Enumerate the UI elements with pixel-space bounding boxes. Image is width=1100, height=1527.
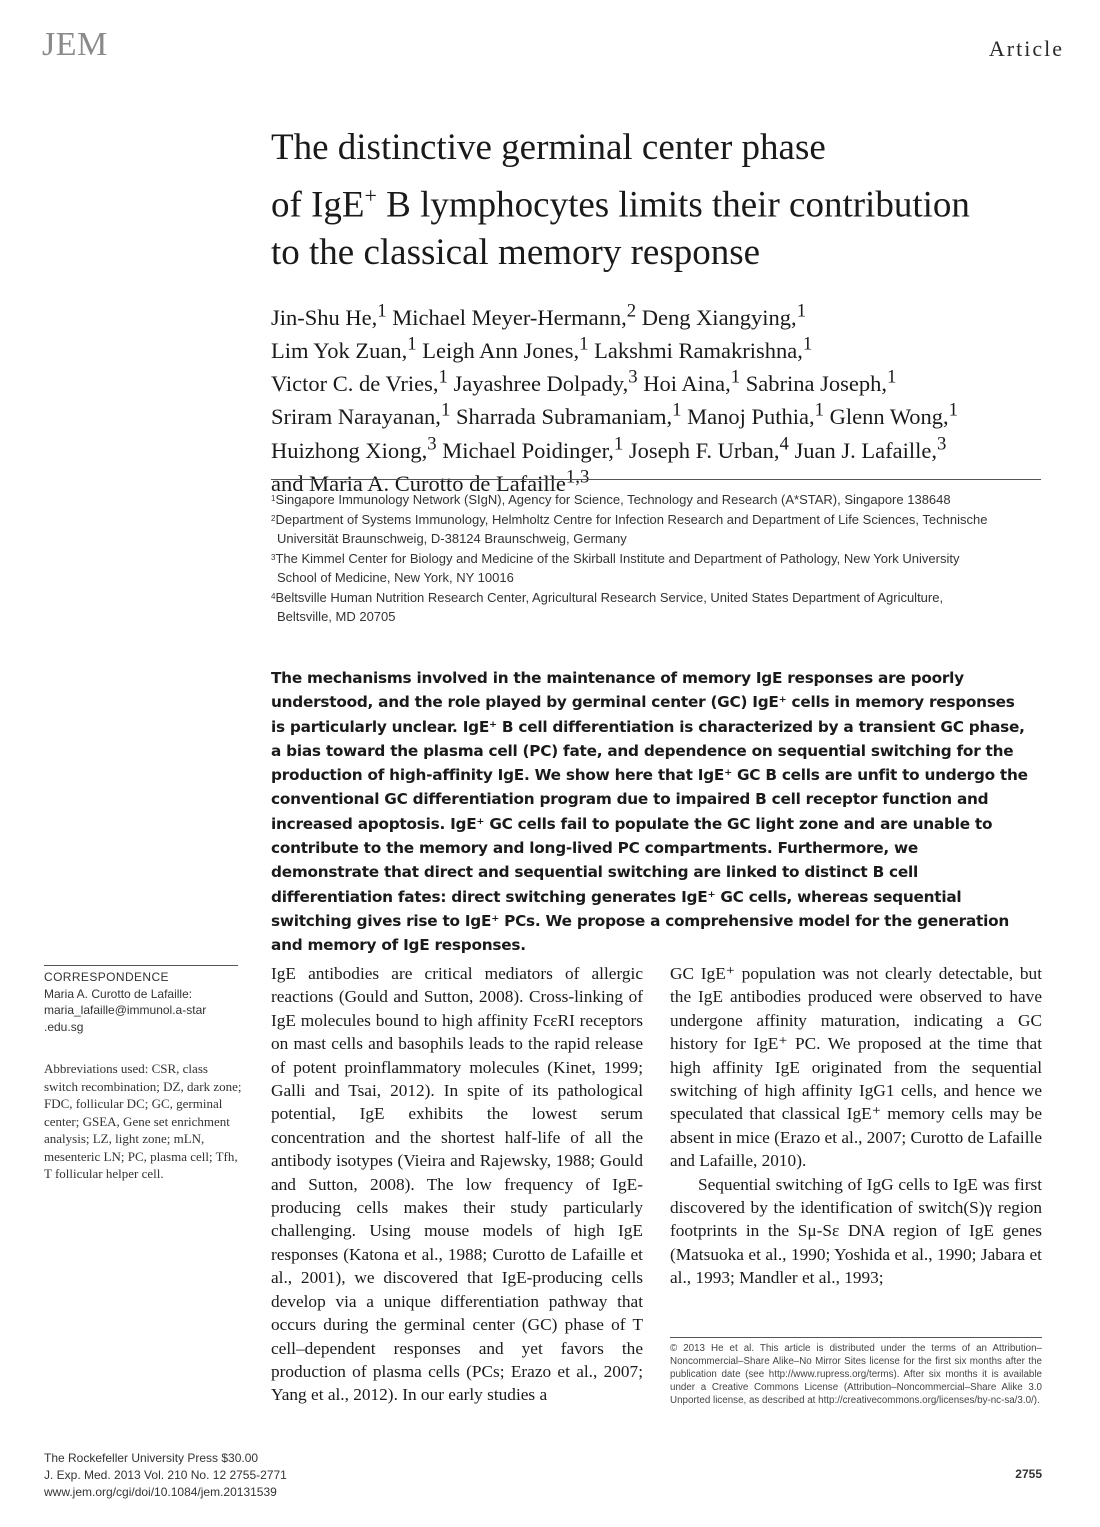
author: Deng Xiangying,$^1$ xyxy=(641,300,807,330)
footer-citation: J. Exp. Med. 2013 Vol. 210 No. 12 2755-2771 xyxy=(44,1468,287,1482)
title-line-3: to the classical memory response xyxy=(271,232,761,274)
author: Glenn Wong,$^1$ xyxy=(829,399,959,430)
author: Jin-Shu He,$^1$ xyxy=(271,300,387,330)
journal-logo: JEM xyxy=(42,26,108,63)
affiliation: $^4$Beltsville Human Nutrition Research Center, Agricultural Research Service, United States Department of Agriculture, Beltsville, MD 20705 xyxy=(271,589,944,624)
title-superscript: + xyxy=(364,183,377,208)
author-list xyxy=(271,298,1061,498)
affiliation: $^3$The Kimmel Center for Biology and Medicine of the Skirball Institute and Department of Pathology, New York University School of Medicine, New York, NY 10016 xyxy=(271,550,960,585)
author: Jayashree Dolpady,$^3$ xyxy=(453,366,638,397)
correspondence-email[interactable]: maria_lafaille@immunol.a-star .edu.sg xyxy=(44,1003,207,1034)
footer xyxy=(44,1450,444,1501)
article-title xyxy=(271,124,1061,277)
body-paragraph: Sequential switching of IgG cells to IgE was first discovered by the identification of switch(S)γ region footprints in the Sμ-Sε DNA region of IgE genes (Matsuoka et al., 1990; Yoshida et al., 1990; Jabara et al., 1993; Mandler et al., 1993; xyxy=(670,1174,1042,1288)
author: Sabrina Joseph,$^1$ xyxy=(745,366,897,397)
title-line-2-post: B lymphocytes limits their contribution xyxy=(376,184,970,226)
author: Manoj Puthia,$^1$ xyxy=(687,399,824,430)
abbreviations: Abbreviations used: CSR, class switch recombination; DZ, dark zone; FDC, follicular DC; GC, germinal center; GSEA, Gene set enrichment analysis; LZ, light zone; mLN, mesenteric LN; PC, plasma cell; Tfh, T follicular helper cell. xyxy=(44,1061,242,1181)
abstract: The mechanisms involved in the maintenance of memory IgE responses are poorly understood, and the role played by germinal center (GC) IgE⁺ cells in memory responses is particularly unclear. IgE⁺ B cell differentiation is characterized by a transient GC phase, a bias toward the plasma cell (PC) fate, and dependence on sequential switching for the production of high-affinity IgE. We show here that IgE⁺ GC B cells are unfit to undergo the conventional GC differentiation program due to impaired B cell receptor function and increased apoptosis. IgE⁺ GC cells fail to populate the GC light zone and are unable to contribute to the memory and long-lived PC compartments. Furthermore, we demonstrate that direct and sequential switching are linked to distinct B cell differentiation fates: direct switching generates IgE⁺ GC cells, whereas sequential switching gives rise to IgE⁺ PCs. We propose a comprehensive model for the generation and memory of IgE responses. xyxy=(271,669,1028,955)
author: Sriram Narayanan,$^1$ xyxy=(271,399,451,430)
body-column-left xyxy=(271,962,643,1407)
author: Victor C. de Vries,$^1$ xyxy=(271,366,448,397)
title-line-1: The distinctive germinal center phase xyxy=(271,127,826,168)
author: Lim Yok Zuan,$^1$ xyxy=(271,333,417,363)
author: Huizhong Xiong,$^3$ xyxy=(271,433,437,463)
author: and Maria A. Curotto de Lafaille$^{1,3}$ xyxy=(271,466,590,496)
affiliation: $^2$Department of Systems Immunology, Helmholtz Centre for Infection Research and Department of Life Sciences, Technische Universität Braunschweig, D-38124 Braunschweig, Germany xyxy=(271,511,988,546)
author: Juan J. Lafaille,$^3$ xyxy=(794,433,947,463)
author: Sharrada Subramaniam,$^1$ xyxy=(455,399,682,430)
author: Michael Meyer-Hermann,$^2$ xyxy=(392,300,637,330)
article-type: Article xyxy=(988,36,1064,61)
footer-doi-link[interactable]: www.jem.org/cgi/doi/10.1084/jem.20131539 xyxy=(44,1485,277,1499)
affiliation: $^1$Singapore Immunology Network (SIgN), Agency for Science, Technology and Research (A*STAR), Singapore 138648 xyxy=(271,492,951,507)
header-divider xyxy=(271,479,1041,480)
page-number: 2755 xyxy=(1015,1467,1042,1481)
correspondence-name: Maria A. Curotto de Lafaille: xyxy=(44,986,193,1001)
body-column-right xyxy=(670,962,1042,1290)
body-paragraph: IgE antibodies are critical mediators of allergic reactions (Gould and Sutton, 2008). Cross-linking of IgE molecules bound to high affinity FcεRI receptors on mast cells and basophils leads to the rapid release of potent proinflammatory molecules (Kinet, 1999; Galli and Tsai, 2012). In spite of its pathological potential, IgE exhibits the lowest serum concentration and the shortest half-life of all the antibody isotypes (Vieira and Rajewsky, 1988; Gould and Sutton, 2008). The low frequency of IgE-producing cells makes their study particularly challenging. Using mouse models of high IgE responses (Katona et al., 1988; Curotto de Lafaille et al., 2001), we discovered that IgE-producing cells develop via a unique differentiation pathway that occurs during the germinal center (GC) phase of T cell–dependent responses and yet favors the production of plasma cells (PCs; Erazo et al., 2007; Yang et al., 2012). In our early studies a xyxy=(271,964,643,1405)
body-paragraph: GC IgE⁺ population was not clearly detectable, but the IgE antibodies produced were observed to have undergone affinity maturation, indicating a GC history for IgE⁺ PC. We proposed at the time that high affinity IgE originated from the sequential switching of high affinity IgG1 cells, and hence we speculated that classical IgE⁺ memory cells may be absent in mice (Erazo et al., 2007; Curotto de Lafaille and Lafaille, 2010). xyxy=(670,964,1042,1171)
license-notice: © 2013 He et al. This article is distributed under the terms of an Attribution–Noncommercial–Share Alike–No Mirror Sites license for the first six months after the publication date (see http://www.rupress.org/terms). After six months it is available under a Creative Commons License (Attribution–Noncommercial–Share Alike 3.0 Unported license, as described at http://creativecommons.org/licenses/by-nc-sa/3.0/). xyxy=(670,1343,1042,1407)
footer-publisher: The Rockefeller University Press $30.00 xyxy=(44,1451,259,1465)
sidebar-divider xyxy=(44,965,238,966)
author: Lakshmi Ramakrishna,$^1$ xyxy=(594,333,813,363)
license-divider xyxy=(670,1337,1042,1338)
affiliations xyxy=(271,490,1051,627)
correspondence xyxy=(44,969,244,1035)
author: Hoi Aina,$^1$ xyxy=(643,366,741,397)
title-line-2-pre: of IgE xyxy=(271,184,365,226)
author: Leigh Ann Jones,$^1$ xyxy=(422,333,589,363)
author: Joseph F. Urban,$^4$ xyxy=(628,433,789,463)
correspondence-label: CORRESPONDENCE xyxy=(44,970,169,984)
author: Michael Poidinger,$^1$ xyxy=(442,433,624,463)
